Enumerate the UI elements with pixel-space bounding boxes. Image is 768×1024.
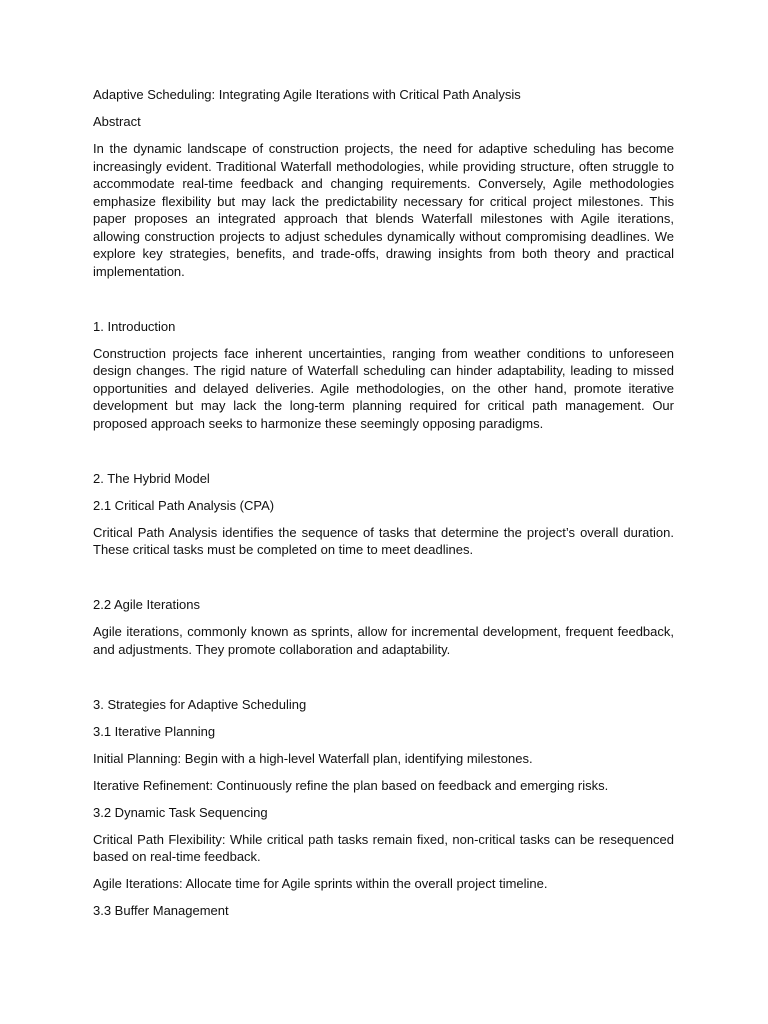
subsection-heading-buffer-management: 3.3 Buffer Management: [93, 903, 229, 918]
iterative-planning-item: Initial Planning: Begin with a high-level Waterfall plan, identifying milestones.: [93, 750, 533, 766]
abstract-heading: Abstract: [93, 114, 141, 129]
iterative-planning-item: Iterative Refinement: Continuously refine the plan based on feedback and emerging risks.: [93, 777, 609, 793]
section-heading-strategies: 3. Strategies for Adaptive Scheduling: [93, 696, 307, 712]
introduction-paragraph: Construction projects face inherent uncertainties, ranging from weather conditions to unforeseen design changes. The rigid nature of Waterfall scheduling can hinder adaptability, leading to missed opportunities and delayed deliveries. Agile methodologies, on the other hand, promote iterative development but may lack the long-term planning required for critical path management. Our proposed approach seeks to harmonize these seemingly opposing paradigms.: [93, 345, 674, 431]
section-heading-introduction: 1. Introduction: [93, 318, 176, 334]
section-spacer: [93, 668, 674, 696]
document-title: Adaptive Scheduling: Integrating Agile Iterations with Critical Path Analysis: [93, 87, 521, 102]
document-page: [93, 86, 674, 929]
section-heading-hybrid-model: 2. The Hybrid Model: [93, 470, 210, 486]
subsection-heading-agile-iterations: 2.2 Agile Iterations: [93, 597, 200, 612]
subsection-heading-cpa: 2.1 Critical Path Analysis (CPA): [93, 497, 275, 513]
section-spacer: [93, 290, 674, 318]
section-spacer: [93, 568, 674, 596]
dynamic-task-sequencing-item: Agile Iterations: Allocate time for Agile sprints within the overall project timeline.: [93, 876, 548, 891]
agile-iterations-paragraph: Agile iterations, commonly known as sprints, allow for incremental development, frequent feedback, and adjustments. They promote collaboration and adaptability.: [93, 624, 674, 657]
dynamic-task-sequencing-item: Critical Path Flexibility: While critical path tasks remain fixed, non-critical tasks can be resequenced based on real-time feedback.: [93, 831, 674, 864]
cpa-paragraph: Critical Path Analysis identifies the sequence of tasks that determine the project’s overall duration. These critical tasks must be completed on time to meet deadlines.: [93, 524, 674, 557]
abstract-paragraph: In the dynamic landscape of construction projects, the need for adaptive scheduling has become increasingly evident. Traditional Waterfall methodologies, while providing structure, often struggle to accommodate real-time feedback and changing requirements. Conversely, Agile methodologies emphasize flexibility but may lack the predictability necessary for critical project milestones. This paper proposes an integrated approach that blends Waterfall milestones with Agile iterations, allowing construction projects to adjust schedules dynamically without compromising deadlines. We explore key strategies, benefits, and trade-offs, drawing insights from both theory and practical implementation.: [93, 141, 674, 279]
section-spacer: [93, 442, 674, 470]
subsection-heading-iterative-planning: 3.1 Iterative Planning: [93, 723, 216, 739]
subsection-heading-dynamic-task-sequencing: 3.2 Dynamic Task Sequencing: [93, 804, 268, 820]
